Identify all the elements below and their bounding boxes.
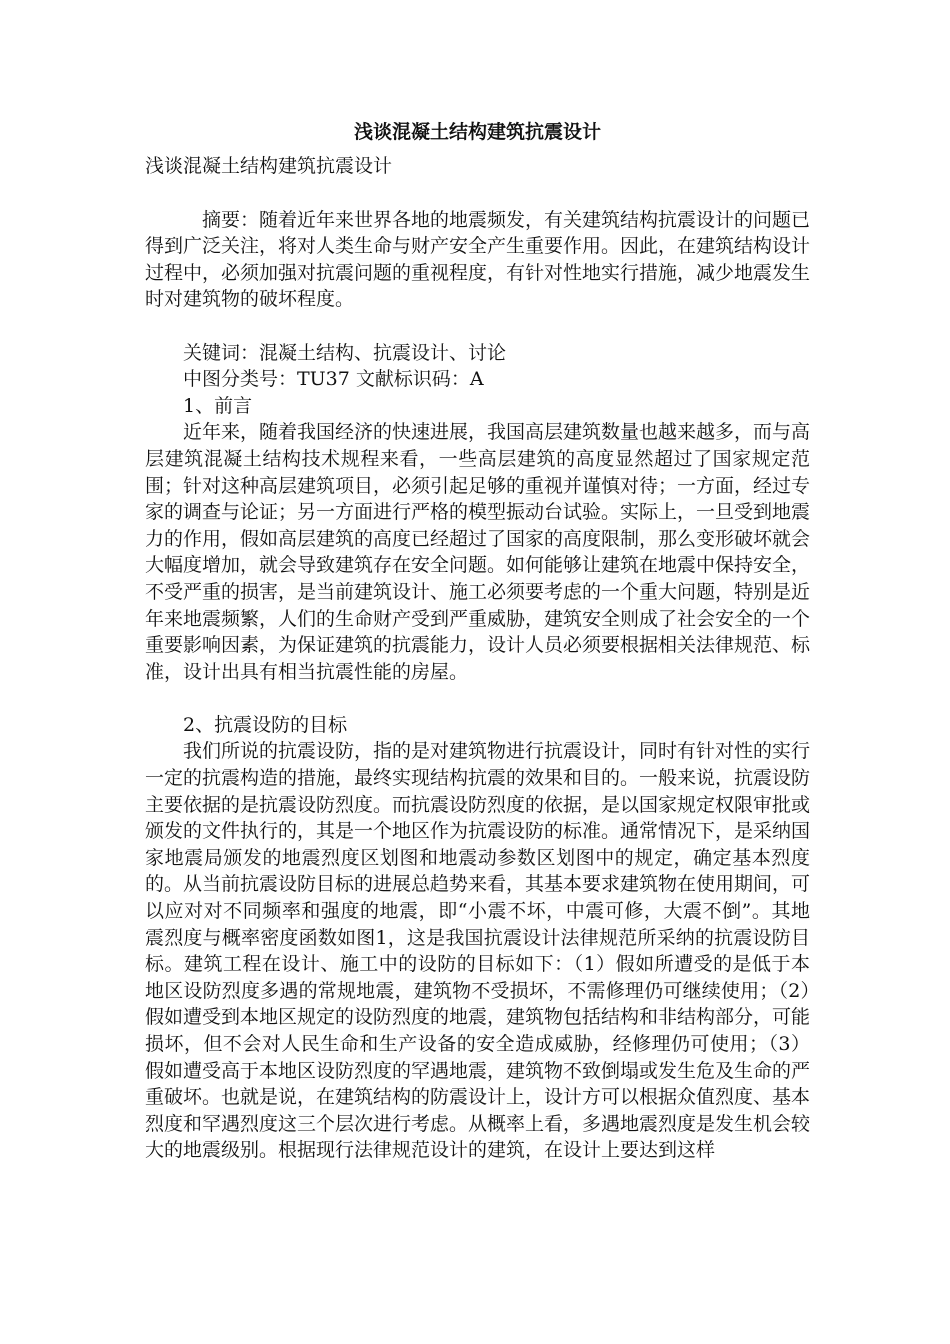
spacer: [145, 313, 810, 340]
abstract-paragraph: 摘要：随着近年来世界各地的地震频发，有关建筑结构抗震设计的问题已得到广泛关注，将对人类生命与财产安全产生重要作用。因此，在建筑结构设计过程中，必须加强对抗震问题的重视程度，有针对性地实行措施，减少地震发生时对建筑物的破坏程度。: [145, 208, 811, 311]
spacer: [145, 180, 810, 207]
document-page: [145, 118, 810, 1164]
classification-line: 中图分类号：TU37 文献标识码：A: [183, 368, 484, 391]
spacer: [145, 685, 810, 712]
section-1-heading: 1、前言: [183, 394, 253, 417]
section-2-body: 我们所说的抗震设防，指的是对建筑物进行抗震设计，同时有针对性的实行一定的抗震构造的措施，最终实现结构抗震的效果和目的。一般来说，抗震设防主要依据的是抗震设防烈度。而抗震设防烈度的依据，是以国家规定权限审批或颁发的文件执行的，其是一个地区作为抗震设防的标准。通常情况下，是采纳国家地震局颁发的地震烈度区划图和地震动参数区划图中的规定，确定基本烈度的。从当前抗震设防目标的进展总趋势来看，其基本要求建筑物在使用期间，可以应对对不同频率和强度的地震，即“小震不坏，中震可修，大震不倒”。其地震烈度与概率密度函数如图1，这是我国抗震设计法律规范所采纳的抗震设防目标。建筑工程在设计、施工中的设防的目标如下：（1）假如所遭受的是低于本地区设防烈度多遇的常规地震，建筑物不受损坏，不需修理仍可继续使用；（2）假如遭受到本地区规定的设防烈度的地震，建筑物包括结构和非结构部分，可能损坏，但不会对人民生命和生产设备的安全造成威胁，经修理仍可使用；（3）假如遭受高于本地区设防烈度的罕遇地震，建筑物不致倒塌或发生危及生命的严重破坏。也就是说，在建筑结构的防震设计上，设计方可以根据众值烈度、基本烈度和罕遇烈度这三个层次进行考虑。从概率上看，多遇地震烈度是发生机会较大的地震级别。根据现行法律规范设计的建筑，在设计上要达到这样: [145, 740, 811, 1162]
section-1-body: 近年来，随着我国经济的快速进展，我国高层建筑数量也越来越多，而与高层建筑混凝土结构技术规程来看，一些高层建筑的高度显然超过了国家规定范围；针对这种高层建筑项目，必须引起足够的重视并谨慎对待；一方面，经过专家的调查与论证；另一方面进行严格的模型振动台试验。实际上，一旦受到地震力的作用，假如高层建筑的高度已经超过了国家的高度限制，那么变形破坏就会大幅度增加，就会导致建筑存在安全问题。如何能够让建筑在地震中保持安全，不受严重的损害，是当前建筑设计、施工必须要考虑的一个重大问题，特别是近年来地震频繁，人们的生命财产受到严重威胁，建筑安全则成了社会安全的一个重要影响因素，为保证建筑的抗震能力，设计人员必须要根据相关法律规范、标准，设计出具有相当抗震性能的房屋。: [145, 421, 811, 683]
section-2-heading: 2、抗震设防的目标: [183, 713, 348, 736]
keywords-line: 关键词：混凝土结构、抗震设计、讨论: [183, 341, 507, 364]
document-subtitle: 浅谈混凝土结构建筑抗震设计: [145, 155, 393, 177]
document-title: 浅谈混凝土结构建筑抗震设计: [353, 121, 601, 143]
